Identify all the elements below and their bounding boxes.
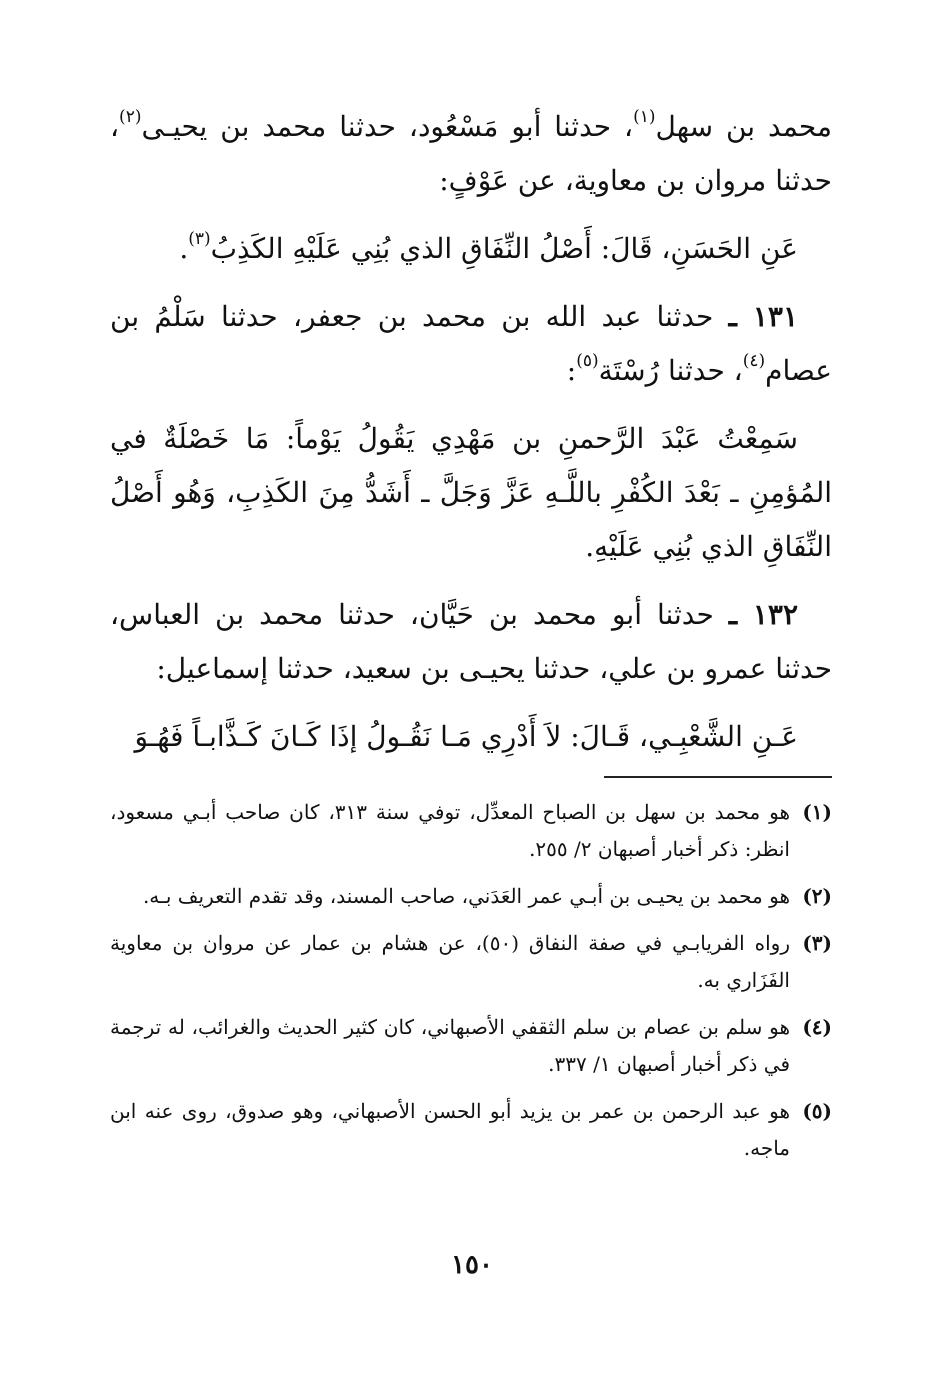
page-number: ١٥٠ bbox=[451, 1250, 493, 1280]
footnote-divider bbox=[604, 776, 832, 778]
footnote-text: رواه الفريابـي في صفة النفاق (٥٠)، عن هشام بن عمار عن مروان بن معاوية الفَزَاري به. bbox=[110, 931, 791, 992]
footnote-number: (٥) bbox=[802, 1099, 832, 1123]
footnote-5 bbox=[110, 1093, 832, 1167]
text: عَنِ الحَسَنِ، قَالَ: أَصْلُ النِّفَاقِ الذي بُنِي عَلَيْهِ الكَذِبُ bbox=[210, 232, 798, 265]
footnote-ref-2[interactable]: (٢) bbox=[119, 106, 142, 127]
main-text bbox=[110, 100, 832, 778]
footnote-3 bbox=[110, 925, 832, 999]
text: حدثنا عبد الله بن محمد بن جعفر، حدثنا سَلْمُ بن عصام bbox=[110, 300, 832, 387]
footnote-4 bbox=[110, 1009, 832, 1083]
footnote-number: (١) bbox=[802, 800, 832, 824]
footnote-text: هو سلم بن عصام بن سلم الثقفي الأصبهاني، كان كثير الحديث والغرائب، له ترجمة في ذكر أخبار أصبهان ١/ ٣٣٧. bbox=[110, 1015, 790, 1076]
footnote-ref-1[interactable]: (١) bbox=[633, 106, 656, 127]
footnote-number: (٤) bbox=[802, 1015, 832, 1039]
text: ، حدثنا مروان بن معاوية، عن عَوْفٍ: bbox=[110, 110, 832, 197]
hadith-text-2: سَمِعْتُ عَبْدَ الرَّحمنِ بن مَهْدِي يَقُولُ يَوْماً: مَا خَصْلَةٌ في المُؤمِنِ ـ بَعْدَ الكُفْرِ باللَّـهِ عَزَّ وَجَلَّ ـ أَشَدُّ مِنَ الكَذِبِ، وَهُو أَصْلُ النِّفَاقِ الذي بُنِي عَلَيْهِ. bbox=[110, 422, 832, 563]
hadith-text-1 bbox=[110, 222, 832, 276]
text: محمد بن سهل bbox=[655, 110, 833, 143]
text: ، حدثنا أبو مَسْعُود، حدثنا محمد بن يحيـى bbox=[141, 110, 634, 143]
hadith-text-3: عَـنِ الشَّعْبِـي، قَـالَ: لاَ أَدْرِي مَـا نَقُـولُ إذَا كَـانَ كَـذَّابـاً فَهُـوَ bbox=[134, 720, 798, 753]
isnad-paragraph-1 bbox=[110, 100, 832, 208]
hadith-number: ١٣١ ـ bbox=[728, 300, 798, 333]
footnote-1 bbox=[110, 794, 832, 868]
hadith-131-isnad bbox=[110, 290, 832, 398]
footnote-number: (٢) bbox=[802, 884, 832, 908]
text: ، حدثنا رُسْتَة bbox=[598, 354, 743, 387]
footnotes bbox=[110, 794, 832, 1177]
footnote-text: هو محمد بن سهل بن الصباح المعدِّل، توفي سنة ٣١٣، كان صاحب أبـي مسعود، انظر: ذكر أخبار أصبهان ٢/ ٢٥٥. bbox=[110, 800, 790, 861]
hadith-number: ١٣٢ ـ bbox=[728, 598, 799, 631]
footnote-text: هو عبد الرحمن بن عمر بن يزيد أبو الحسن الأصبهاني، وهو صدوق، روى عنه ابن ماجه. bbox=[110, 1099, 790, 1160]
text: . bbox=[179, 232, 189, 265]
footnote-ref-5[interactable]: (٥) bbox=[576, 350, 599, 371]
text: حدثنا أبو محمد بن حَيَّان، حدثنا محمد بن العباس، حدثنا عمرو بن علي، حدثنا يحيـى بن سعيد، حدثنا إسماعيل: bbox=[110, 598, 832, 685]
text: : bbox=[566, 354, 577, 387]
footnote-ref-4[interactable]: (٤) bbox=[742, 350, 766, 371]
footnote-ref-3[interactable]: (٣) bbox=[188, 228, 211, 249]
footnote-2 bbox=[110, 878, 832, 915]
footnote-text: هو محمد بن يحيـى بن أبـي عمر العَدَني، صاحب المسند، وقد تقدم التعريف بـه. bbox=[142, 884, 790, 908]
hadith-132-isnad bbox=[110, 588, 832, 696]
footnote-number: (٣) bbox=[802, 931, 832, 955]
